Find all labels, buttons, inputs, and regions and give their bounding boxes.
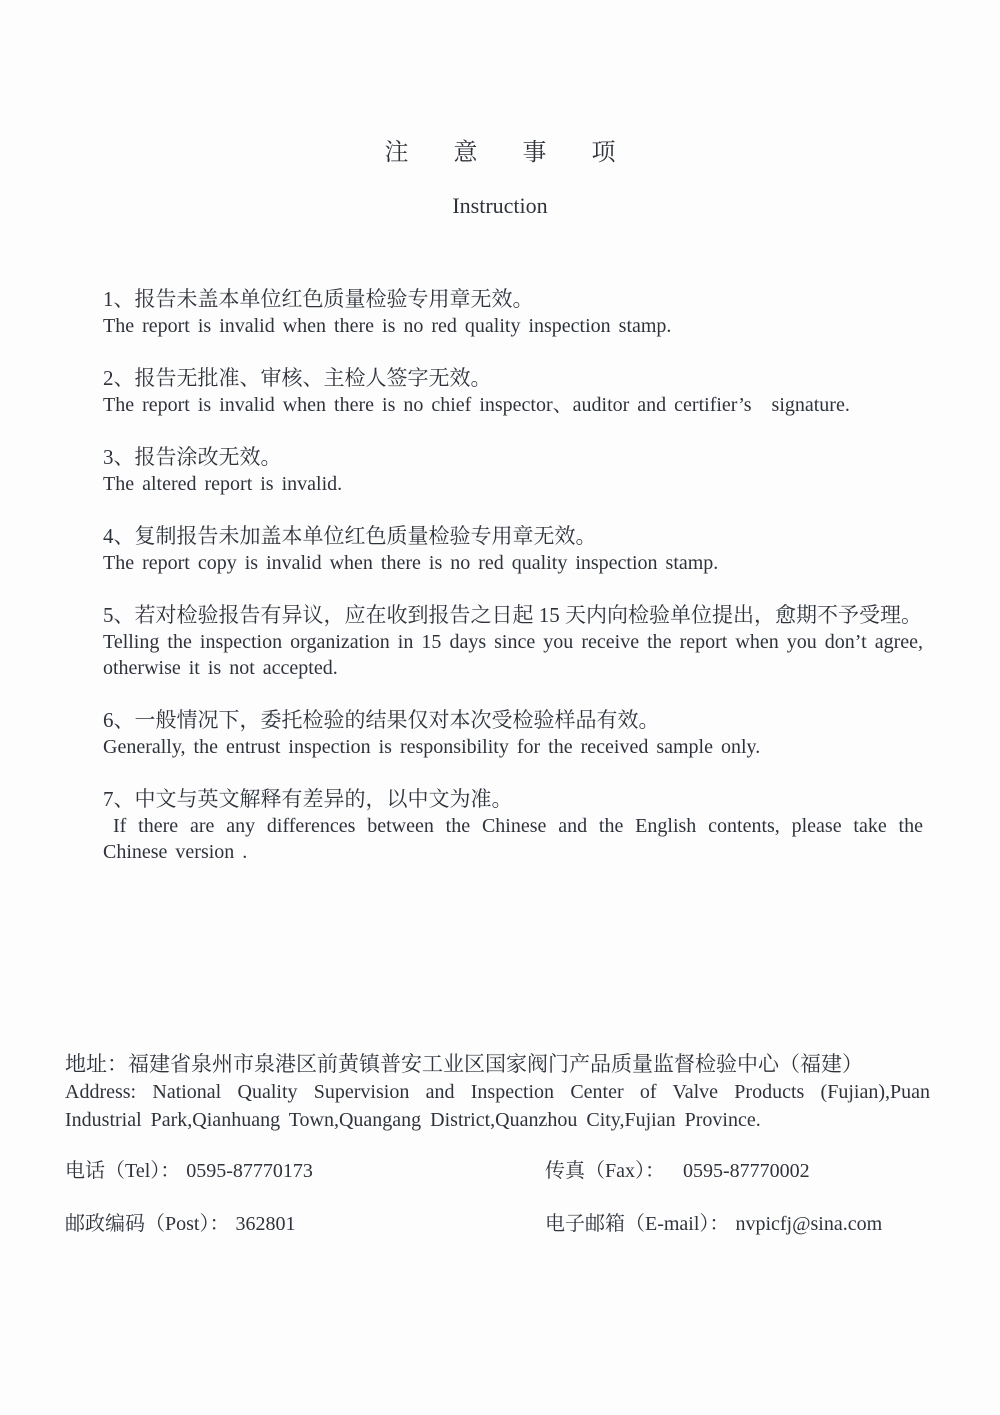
item-4-english-text: The report copy is invalid when there is no red quality inspection stamp. <box>103 552 719 574</box>
email-label: 电子邮箱（E-mail）： <box>545 1213 730 1235</box>
postcode-field <box>65 1211 545 1238</box>
item-1-english-text: The report is invalid when there is no red quality inspection stamp. <box>103 315 672 337</box>
instruction-item-6 <box>103 707 923 760</box>
email-field <box>545 1211 935 1238</box>
page-title-chinese: 注意事项 <box>384 140 661 166</box>
instruction-item-4 <box>103 523 923 576</box>
item-3-english-text: The altered report is invalid. <box>103 473 343 495</box>
item-7-chinese-text: 7、中文与英文解释有差异的，以中文为准。 <box>103 787 513 811</box>
postcode-label: 邮政编码（Post）： <box>65 1213 230 1235</box>
instruction-item-2 <box>103 365 923 418</box>
instruction-item-3 <box>103 444 923 497</box>
contact-row-tel-fax <box>65 1158 935 1185</box>
item-6-chinese-text: 6、一般情况下，委托检验的结果仅对本次受检验样品有效。 <box>103 708 660 732</box>
telephone-label: 电话（Tel）： <box>65 1160 181 1182</box>
item-4-chinese-text: 4、复制报告未加盖本单位红色质量检验专用章无效。 <box>103 524 597 548</box>
address-block <box>65 1050 930 1134</box>
contact-row-post-email <box>65 1211 935 1238</box>
instruction-item-1 <box>103 286 923 339</box>
postcode-value: 362801 <box>235 1213 296 1235</box>
address-english: Address: National Quality Supervision and Inspection Center of Valve Products (Fujian),Puan Industrial Park,Qianhuang Town,Quangang District,Quanzhou City,Fujian Province. <box>65 1081 930 1131</box>
address-chinese: 地址：福建省泉州市泉港区前黄镇普安工业区国家阀门产品质量监督检验中心（福建） <box>65 1052 863 1076</box>
item-6-english-text: Generally, the entrust inspection is responsibility for the received sample only. <box>103 736 761 758</box>
item-5-english-text: Telling the inspection organization in 15 days since you receive the report when you don’t agree, otherwise it is not accepted. <box>103 631 923 679</box>
instruction-list <box>103 286 923 865</box>
fax-label: 传真（Fax）： <box>545 1160 665 1182</box>
fax-field <box>545 1158 935 1185</box>
item-1-chinese-text: 1、报告未盖本单位红色质量检验专用章无效。 <box>103 287 534 311</box>
page-title-english: Instruction <box>452 193 548 218</box>
fax-value: 0595-87770002 <box>683 1160 810 1182</box>
item-2-english-text: The report is invalid when there is no chief inspector、auditor and certifier’s signature. <box>103 394 850 416</box>
telephone-value: 0595-87770173 <box>186 1160 313 1182</box>
item-7-english-text: If there are any differences between the Chinese and the English contents, please take the Chinese version . <box>103 815 923 863</box>
item-2-chinese-text: 2、报告无批准、审核、主检人签字无效。 <box>103 366 492 390</box>
telephone-field <box>65 1158 545 1185</box>
instruction-item-5 <box>103 602 923 681</box>
instruction-item-7 <box>103 786 923 865</box>
item-3-chinese-text: 3、报告涂改无效。 <box>103 445 282 469</box>
item-5-chinese-text: 5、若对检验报告有异议，应在收到报告之日起 15 天内向检验单位提出，愈期不予受理。 <box>103 603 922 627</box>
email-value: nvpicfj@sina.com <box>735 1213 883 1235</box>
